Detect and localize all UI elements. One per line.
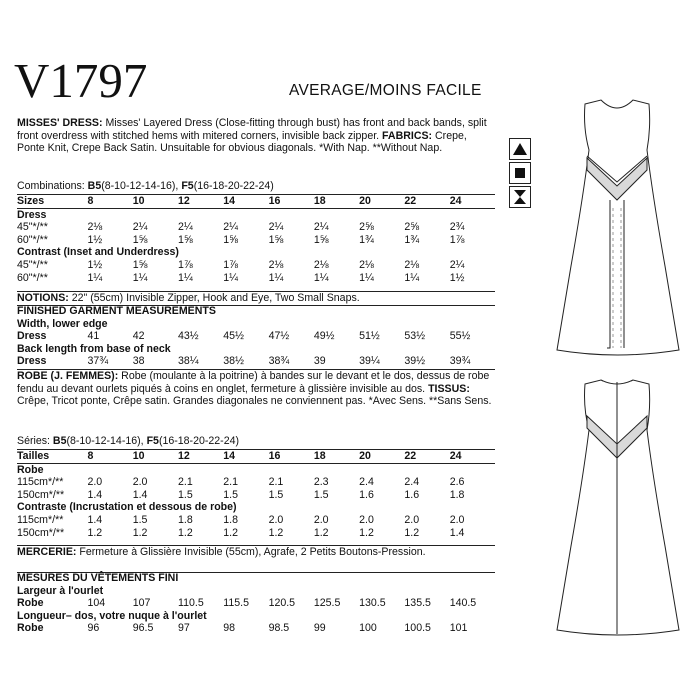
- table-row: [17, 489, 495, 502]
- notions-label: NOTIONS:: [17, 292, 69, 304]
- finished-measurements-title: FINISHED GARMENT MEASUREMENTS: [17, 305, 216, 317]
- value-cell: 1½: [87, 258, 103, 271]
- pattern-number: V1797: [14, 53, 148, 108]
- row-label: 45"*/**: [17, 258, 48, 271]
- value-cell: 1.8: [223, 513, 239, 526]
- value-cell: 2.0: [132, 476, 148, 489]
- size-cell: 14: [223, 450, 268, 464]
- value-cell: 115.5: [223, 597, 250, 610]
- difficulty-level: AVERAGE/MOINS FACILE: [289, 82, 482, 99]
- table-row: [17, 221, 495, 234]
- value-cell: 39½: [404, 355, 426, 368]
- value-cell: 2⅛: [404, 258, 420, 271]
- fabrics-text: Crepe, Ponte Knit, Crepe Back Satin. Unsuitable for obvious diagonals. *With Nap. **Without Nap.: [17, 129, 467, 155]
- value-cell: 38: [132, 355, 145, 368]
- value-cell: 1⅝: [223, 233, 239, 246]
- value-cell: 1¼: [223, 271, 239, 284]
- value-cell: 1.2: [223, 526, 239, 539]
- b5-range: (8-10-12-14-16),: [66, 435, 147, 447]
- row-label: Robe: [17, 622, 44, 635]
- back-view-dress-illustration: [555, 378, 680, 640]
- value-cell: 2.1: [223, 476, 239, 489]
- value-cell: 1.4: [449, 526, 465, 539]
- square-icon: [510, 163, 530, 183]
- value-cell: 1.2: [268, 526, 284, 539]
- value-cell: 107: [132, 597, 151, 610]
- f5-range: (16-18-20-22-24): [158, 435, 240, 447]
- value-cell: 1½: [449, 271, 465, 284]
- view-b5: B5: [52, 435, 67, 447]
- value-cell: 41: [87, 330, 100, 343]
- value-cell: 2.0: [313, 513, 329, 526]
- sizes-header-row: [17, 195, 495, 209]
- view-b5: B5: [87, 180, 102, 192]
- value-cell: 49½: [313, 330, 335, 343]
- value-cell: 53½: [404, 330, 426, 343]
- value-cell: 1.2: [404, 526, 420, 539]
- table-row: [17, 259, 495, 272]
- size-cell: 8: [87, 195, 132, 209]
- value-cell: 1.4: [132, 488, 148, 501]
- value-cell: 101: [449, 622, 468, 635]
- size-cell: 20: [359, 450, 404, 464]
- value-cell: 99: [313, 622, 326, 635]
- value-cell: 98: [223, 622, 236, 635]
- value-cell: 130.5: [359, 597, 386, 610]
- value-cell: 1.5: [223, 488, 239, 501]
- value-cell: 1.2: [359, 526, 374, 539]
- value-cell: 1.4: [87, 488, 103, 501]
- value-cell: 2.0: [268, 513, 284, 526]
- b5-range: (8-10-12-14-16),: [101, 180, 182, 192]
- value-cell: 2.1: [268, 476, 284, 489]
- value-cell: 2.0: [449, 513, 465, 526]
- f5-range: (16-18-20-22-24): [193, 180, 274, 192]
- width-label: Largeur à l'ourlet: [17, 584, 104, 597]
- value-cell: 100: [359, 622, 377, 635]
- value-cell: 1.2: [178, 526, 193, 539]
- size-cell: 22: [404, 450, 449, 464]
- value-cell: 2⅝: [404, 221, 420, 234]
- size-cell: 12: [178, 195, 223, 209]
- value-cell: 2⅛: [268, 258, 284, 271]
- value-cell: 1⅞: [178, 258, 193, 271]
- value-cell: 39¾: [449, 355, 471, 368]
- value-cell: 125.5: [313, 597, 341, 610]
- value-cell: 51½: [359, 330, 380, 343]
- english-finished-measurements: [17, 305, 495, 368]
- value-cell: 1.8: [178, 513, 193, 526]
- value-cell: 38¼: [178, 355, 199, 368]
- value-cell: 1⅞: [449, 233, 465, 246]
- section-row: [17, 246, 495, 259]
- stop-button[interactable]: [509, 162, 531, 184]
- table-row: [17, 476, 495, 489]
- scroll-up-button[interactable]: [509, 138, 531, 160]
- value-cell: 2.0: [359, 513, 374, 526]
- value-cell: 1.2: [132, 526, 148, 539]
- value-cell: 47½: [268, 330, 290, 343]
- back-length-label: Longueur– dos, votre nuque à l'ourlet: [17, 609, 207, 622]
- notions-label: MERCERIE:: [17, 546, 77, 558]
- robe-label: Robe: [17, 463, 44, 476]
- value-cell: 39¼: [359, 355, 380, 368]
- size-cell: 12: [178, 450, 223, 464]
- dress-label: Dress: [17, 208, 47, 221]
- triangle-up-icon: [510, 139, 530, 159]
- value-cell: 1.5: [268, 488, 284, 501]
- value-cell: 1¼: [132, 271, 148, 284]
- value-cell: 1.4: [87, 513, 103, 526]
- value-cell: 1¼: [87, 271, 103, 284]
- notions-text: Fermeture à Glissière Invisible (55cm), Agrafe, 2 Petits Boutons-Pression.: [76, 546, 426, 558]
- description-body: Misses' Layered Dress (Close-fitting through bust) has front and back bands, split front overdress with stitched hems with mitered corners, invisible back zipper.: [17, 117, 487, 142]
- value-cell: 1¼: [268, 271, 284, 284]
- value-cell: 2.4: [359, 476, 374, 489]
- value-cell: 1⅞: [223, 258, 239, 271]
- english-description: [17, 117, 495, 155]
- combinations-line: [17, 180, 274, 192]
- fabrics-label: FABRICS:: [382, 129, 433, 142]
- description-title: ROBE (J. FEMMES):: [17, 370, 119, 382]
- width-label: Width, lower edge: [17, 317, 108, 330]
- value-cell: 110.5: [178, 597, 204, 610]
- value-cell: 2¾: [449, 221, 465, 234]
- french-description: [17, 370, 495, 408]
- size-cell: 10: [133, 195, 178, 209]
- notions-line: [17, 292, 495, 305]
- value-cell: 2⅝: [359, 221, 374, 234]
- value-cell: 55½: [449, 330, 471, 343]
- value-cell: 1⅝: [178, 233, 193, 246]
- value-cell: 1¾: [404, 233, 420, 246]
- size-cell: 10: [133, 450, 178, 464]
- size-cell: 18: [314, 450, 359, 464]
- value-cell: 45½: [223, 330, 244, 343]
- value-cell: 2.1: [178, 476, 193, 489]
- value-cell: 2.0: [404, 513, 420, 526]
- value-cell: 140.5: [449, 597, 477, 610]
- value-cell: 2.4: [404, 476, 420, 489]
- value-cell: 2⅛: [359, 258, 374, 271]
- value-cell: 2¼: [313, 221, 329, 234]
- table-row: [17, 597, 495, 610]
- size-cell: 16: [269, 450, 314, 464]
- value-cell: 2¼: [268, 221, 284, 234]
- row-label: 115cm*/**: [17, 476, 64, 489]
- value-cell: 1.2: [87, 526, 103, 539]
- view-f5: F5: [146, 435, 159, 447]
- row-label: Dress: [17, 355, 47, 368]
- value-cell: 2¼: [178, 221, 193, 234]
- table-row: [17, 355, 495, 368]
- value-cell: 1¼: [178, 271, 193, 284]
- value-cell: 1⅝: [268, 233, 284, 246]
- value-cell: 1.2: [313, 526, 329, 539]
- finished-measurements-title: MESURES DU VÊTEMENTS FINI: [17, 572, 179, 584]
- value-cell: 1¾: [359, 233, 374, 246]
- value-cell: 1¼: [404, 271, 420, 284]
- value-cell: 42: [132, 330, 145, 343]
- value-cell: 1.5: [178, 488, 193, 501]
- view-f5: F5: [181, 180, 194, 192]
- value-cell: 1.5: [132, 513, 148, 526]
- value-cell: 120.5: [268, 597, 296, 610]
- value-cell: 38¾: [268, 355, 290, 368]
- fabrics-label: TISSUS:: [428, 382, 470, 395]
- table-row: [17, 272, 495, 285]
- table-row: [17, 234, 495, 247]
- mercerie-line: [17, 546, 495, 559]
- value-cell: 37¾: [87, 355, 109, 368]
- value-cell: 1¼: [359, 271, 374, 284]
- value-cell: 96: [87, 622, 100, 635]
- table-row: [17, 622, 495, 635]
- value-cell: 2.0: [87, 476, 103, 489]
- section-row: [17, 208, 495, 221]
- size-cell: 24: [450, 195, 495, 209]
- value-cell: 1¼: [313, 271, 329, 284]
- value-cell: 1⅝: [313, 233, 329, 246]
- value-cell: 1⅝: [132, 233, 148, 246]
- size-cell: 18: [314, 195, 359, 209]
- value-cell: 2¼: [449, 258, 465, 271]
- description-body: Robe (moulante à la poitrine) à bandes sur le devant et le dos, dessus de robe fendu au devant ourlets piqués à coins en onglet, fermeture à glissière invisible au dos.: [17, 370, 490, 395]
- value-cell: 135.5: [404, 597, 431, 610]
- row-label: 45"*/**: [17, 221, 48, 234]
- size-cell: 20: [359, 195, 404, 209]
- row-label: Robe: [17, 597, 44, 610]
- value-cell: 38½: [223, 355, 244, 368]
- table-row: [17, 330, 495, 343]
- hourglass-icon: [510, 187, 530, 207]
- sizes-label: Sizes: [17, 195, 87, 209]
- size-cell: 16: [269, 195, 314, 209]
- value-cell: 43½: [178, 330, 199, 343]
- size-cell: 8: [87, 450, 132, 464]
- value-cell: 96.5: [132, 622, 154, 635]
- value-cell: 97: [178, 622, 190, 635]
- size-cell: 22: [404, 195, 449, 209]
- value-cell: 1½: [87, 233, 103, 246]
- notions-text: 22" (55cm) Invisible Zipper, Hook and Eye, Two Small Snaps.: [68, 292, 360, 304]
- value-cell: 1⅝: [132, 258, 148, 271]
- contrast-label: Contraste (Incrustation et dessous de robe): [17, 501, 237, 514]
- description-title: MISSES' DRESS:: [17, 117, 103, 129]
- front-view-dress-illustration: [555, 98, 680, 360]
- value-cell: 100.5: [404, 622, 431, 635]
- table-row: [17, 527, 495, 540]
- fabrics-text: Crêpe, Tricot ponte, Crêpe satin. Grandes diagonales ne conviennent pas. *Avec Sens. **Sans Sens.: [17, 395, 492, 408]
- value-cell: 2¼: [223, 221, 239, 234]
- row-label: 115cm*/**: [17, 513, 64, 526]
- english-yardage-table: [17, 194, 495, 284]
- size-cell: 14: [223, 195, 268, 209]
- series-line: [17, 435, 239, 447]
- value-cell: 39: [313, 355, 326, 368]
- value-cell: 2⅛: [87, 221, 103, 234]
- sizes-label: Tailles: [17, 450, 87, 464]
- row-label: 150cm*/**: [17, 488, 65, 501]
- scroll-down-button[interactable]: [509, 186, 531, 208]
- value-cell: 1.6: [404, 488, 420, 501]
- sizes-header-row: [17, 450, 495, 464]
- row-label: Dress: [17, 330, 47, 343]
- table-row: [17, 514, 495, 527]
- size-cell: 24: [450, 450, 495, 464]
- value-cell: 2⅛: [313, 258, 329, 271]
- combinations-label: Combinations:: [17, 180, 88, 192]
- value-cell: 2.3: [313, 476, 329, 489]
- row-label: 150cm*/**: [17, 526, 65, 539]
- french-finished-measurements: [17, 572, 495, 635]
- contrast-label: Contrast (Inset and Underdress): [17, 246, 179, 259]
- value-cell: 2¼: [132, 221, 148, 234]
- series-label: Séries:: [17, 435, 53, 447]
- row-label: 60"*/**: [17, 271, 48, 284]
- back-length-label: Back length from base of neck: [17, 342, 171, 355]
- row-label: 60"*/**: [17, 233, 48, 246]
- french-yardage-table: [17, 449, 495, 539]
- value-cell: 98.5: [268, 622, 290, 635]
- value-cell: 2.6: [449, 476, 465, 489]
- value-cell: 1.8: [449, 488, 465, 501]
- value-cell: 1.6: [359, 488, 374, 501]
- value-cell: 104: [87, 597, 106, 610]
- value-cell: 1.5: [313, 488, 329, 501]
